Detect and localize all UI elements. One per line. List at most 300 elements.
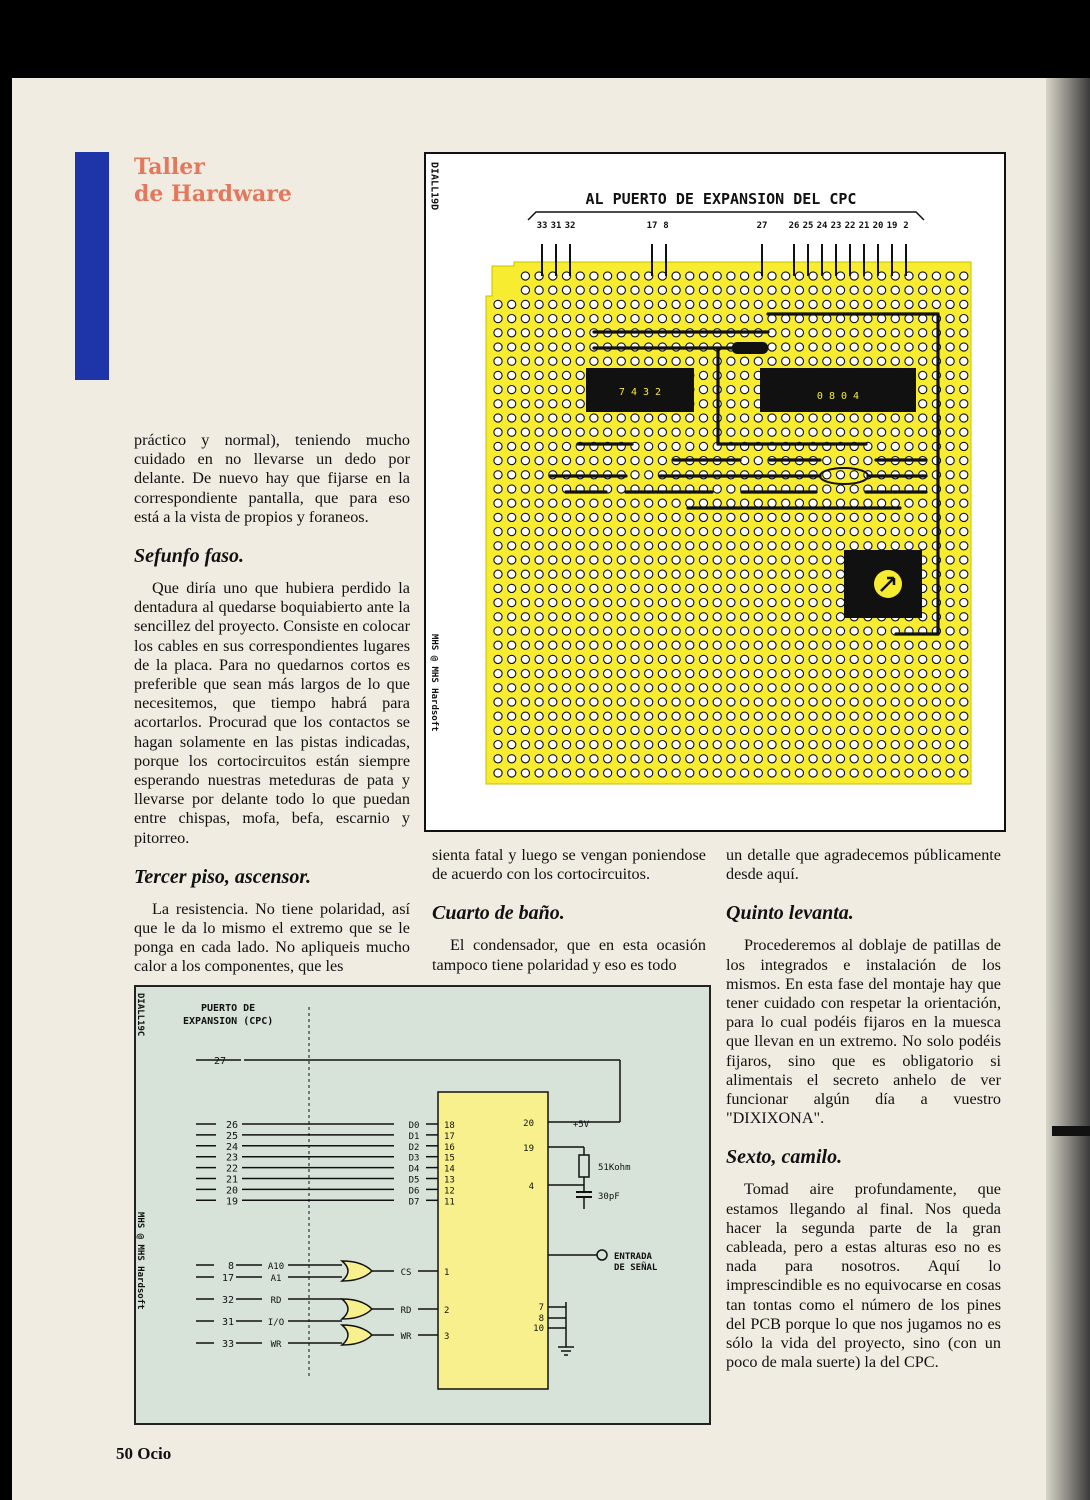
pcb-hole [631, 542, 639, 550]
pcb-hole [713, 613, 721, 621]
pcb-hole [508, 386, 516, 394]
pcb-hole [795, 343, 803, 351]
pcb-hole [713, 556, 721, 564]
pcb-hole [905, 741, 913, 749]
pcb-hole [713, 570, 721, 578]
pcb-hole [672, 300, 680, 308]
pcb-hole [686, 556, 694, 564]
pcb-hole [946, 400, 954, 408]
pcb-hole [782, 613, 790, 621]
data-line-label: D4 [408, 1164, 420, 1175]
pcb-hole [795, 613, 803, 621]
pcb-hole [836, 627, 844, 635]
pcb-hole [576, 570, 584, 578]
pcb-hole [782, 357, 790, 365]
pcb-hole [686, 712, 694, 720]
pcb-hole [686, 584, 694, 592]
section-title [134, 154, 292, 208]
pcb-hole [782, 414, 790, 422]
pcb-hole [782, 329, 790, 337]
pcb-hole [850, 329, 858, 337]
pcb-hole [521, 471, 529, 479]
pcb-hole [768, 684, 776, 692]
pcb-hole [905, 726, 913, 734]
pcb-hole [768, 513, 776, 521]
schematic-figure [134, 985, 711, 1425]
pcb-hole [823, 414, 831, 422]
pcb-hole [754, 556, 762, 564]
pcb-hole [562, 755, 570, 763]
pcb-hole [864, 627, 872, 635]
pcb-hole [754, 769, 762, 777]
pcb-hole [617, 641, 625, 649]
pcb-hole [905, 286, 913, 294]
pcb-hole [850, 485, 858, 493]
pcb-hole [521, 769, 529, 777]
pcb-hole [905, 499, 913, 507]
pcb-hole [535, 599, 543, 607]
pcb-hole [809, 513, 817, 521]
pcb-hole [946, 343, 954, 351]
pcb-hole [823, 272, 831, 280]
pcb-hole [672, 357, 680, 365]
pcb-hole [878, 641, 886, 649]
pcb-hole [850, 712, 858, 720]
pcb-hole [727, 400, 735, 408]
pcb-hole [713, 499, 721, 507]
pcb-pin-label: 31 [550, 221, 562, 231]
pcb-hole [713, 670, 721, 678]
pcb-hole [617, 769, 625, 777]
pcb-hole [549, 627, 557, 635]
pcb-hole [741, 741, 749, 749]
pcb-hole [658, 641, 666, 649]
pcb-hole [604, 627, 612, 635]
pcb-hole [741, 457, 749, 465]
pcb-hole [905, 428, 913, 436]
pcb-hole [617, 613, 625, 621]
pcb-hole [576, 542, 584, 550]
pcb-hole [727, 371, 735, 379]
pcb-hole [604, 272, 612, 280]
pcb-hole [562, 726, 570, 734]
pcb-hole [727, 499, 735, 507]
pcb-hole [604, 300, 612, 308]
pcb-hole [809, 528, 817, 536]
pcb-hole [864, 329, 872, 337]
pcb-hole [508, 471, 516, 479]
pcb-hole [494, 755, 502, 763]
pcb-hole [631, 584, 639, 592]
pcb-hole [795, 599, 803, 607]
ic-pin-number: 18 [444, 1121, 455, 1131]
pcb-hole [768, 755, 776, 763]
pcb-hole [672, 570, 680, 578]
pcb-hole [795, 286, 803, 294]
text-column-2 [432, 846, 706, 975]
pcb-hole [960, 272, 968, 280]
pcb-hole [795, 542, 803, 550]
pcb-hole [795, 556, 803, 564]
pcb-hole [645, 684, 653, 692]
pcb-hole [960, 599, 968, 607]
pcb-hole [850, 286, 858, 294]
pcb-hole [576, 769, 584, 777]
pcb-hole [768, 769, 776, 777]
pcb-hole [727, 542, 735, 550]
schematic-background [136, 987, 709, 1423]
pcb-hole [741, 428, 749, 436]
pcb-hole [741, 726, 749, 734]
pcb-hole [713, 513, 721, 521]
pcb-hole [795, 741, 803, 749]
pcb-hole [713, 741, 721, 749]
pcb-hole [535, 485, 543, 493]
address-line-label: RD [270, 1296, 282, 1306]
pcb-hole [713, 485, 721, 493]
schematic-diagram [136, 987, 709, 1423]
pcb-hole [713, 528, 721, 536]
pcb-hole [672, 272, 680, 280]
pcb-hole [658, 528, 666, 536]
pcb-hole [727, 513, 735, 521]
pcb-hole [823, 556, 831, 564]
pcb-hole [782, 599, 790, 607]
pcb-hole [891, 712, 899, 720]
pcb-hole [864, 414, 872, 422]
pcb-hole [645, 741, 653, 749]
pcb-hole [521, 641, 529, 649]
pcb-hole [604, 584, 612, 592]
pcb-hole [836, 769, 844, 777]
pcb-hole [604, 457, 612, 465]
pcb-hole [741, 599, 749, 607]
pcb-hole [604, 769, 612, 777]
pcb-hole [836, 741, 844, 749]
pcb-hole [960, 726, 968, 734]
pcb-hole [795, 755, 803, 763]
paragraph: Que diría uno que hubiera perdido la dentadura al quedarse boquiabierto ante la sencillez del proyecto. Consiste en colocar los cables en sus correspondientes lugares de la placa. Para no quedarnos cortos es preferible que sean más largos de lo que necesitemos, que tiempo habrá para acortarlos. Procurad que los contactos se hagan solamente en las pistas indicadas, porque los cortocircuitos están siempre esperando nuestras meteduras de pata y llevarse por delante todo lo que puedan entre chispas, mofa, befa, escarnio y pitorreo. [134, 579, 410, 847]
pcb-hole [946, 513, 954, 521]
pcb-hole [960, 428, 968, 436]
pcb-title-bracket [528, 212, 924, 220]
port-title-line1: PUERTO DE [201, 1003, 256, 1014]
pcb-hole [823, 769, 831, 777]
pcb-hole [795, 769, 803, 777]
pcb-hole [850, 315, 858, 323]
pcb-hole [727, 741, 735, 749]
pcb-hole [549, 684, 557, 692]
pcb-hole [919, 741, 927, 749]
pcb-hole [535, 698, 543, 706]
pcb-hole [645, 726, 653, 734]
pcb-pin-label: 8 [663, 221, 669, 231]
pcb-hole [823, 528, 831, 536]
pcb-hole [960, 613, 968, 621]
pcb-hole [521, 300, 529, 308]
pcb-hole [960, 315, 968, 323]
pcb-hole [658, 428, 666, 436]
pcb-hole [631, 726, 639, 734]
pcb-hole [713, 726, 721, 734]
address-line-label: WR [270, 1340, 282, 1350]
pcb-hole [549, 641, 557, 649]
section-color-bar [75, 152, 109, 380]
pcb-hole [768, 698, 776, 706]
pcb-hole [768, 726, 776, 734]
pcb-hole [836, 428, 844, 436]
pcb-hole [905, 528, 913, 536]
pcb-hole [836, 584, 844, 592]
pcb-hole [631, 457, 639, 465]
pcb-hole [590, 513, 598, 521]
pcb-hole [645, 499, 653, 507]
pcb-hole [508, 400, 516, 408]
pcb-hole [508, 499, 516, 507]
pcb-hole [590, 641, 598, 649]
pcb-hole [809, 542, 817, 550]
pcb-hole [850, 670, 858, 678]
pcb-hole [562, 428, 570, 436]
pcb-hole [946, 684, 954, 692]
pcb-hole [809, 627, 817, 635]
pcb-hole [658, 414, 666, 422]
pcb-hole [645, 471, 653, 479]
ic-pin-number: 4 [528, 1182, 534, 1192]
pcb-hole [727, 485, 735, 493]
pcb-hole [768, 315, 776, 323]
pcb-hole [713, 627, 721, 635]
pcb-hole [823, 286, 831, 294]
pcb-hole [932, 641, 940, 649]
pcb-hole [494, 698, 502, 706]
pcb-hole [549, 698, 557, 706]
pcb-hole [823, 599, 831, 607]
pcb-hole [508, 442, 516, 450]
pcb-hole [658, 513, 666, 521]
pcb-hole [891, 684, 899, 692]
pcb-hole [494, 741, 502, 749]
pcb-hole [782, 513, 790, 521]
pcb-hole [864, 655, 872, 663]
pcb-hole [521, 627, 529, 635]
pcb-hole [960, 457, 968, 465]
pcb-hole [549, 386, 557, 394]
pcb-hole [836, 698, 844, 706]
pcb-hole [549, 400, 557, 408]
pcb-hole [699, 712, 707, 720]
paragraph: La resistencia. No tiene polaridad, así que le da lo mismo el extremo que se le ponga en cada lado. No apliqueis mucho calor a los componentes, que les [134, 899, 410, 976]
pcb-hole [617, 357, 625, 365]
ic-0804-label: 0 8 0 4 [816, 391, 860, 402]
pcb-hole [878, 329, 886, 337]
pcb-hole [713, 698, 721, 706]
pcb-hole [741, 513, 749, 521]
pcb-hole [590, 627, 598, 635]
pcb-hole [562, 343, 570, 351]
pcb-hole [768, 655, 776, 663]
pcb-hole [823, 357, 831, 365]
pcb-hole [494, 599, 502, 607]
pcb-hole [946, 457, 954, 465]
pcb-hole [836, 570, 844, 578]
pcb-hole [891, 513, 899, 521]
pcb-hole [494, 485, 502, 493]
pcb-hole [658, 726, 666, 734]
pcb-hole [508, 655, 516, 663]
pcb-hole [754, 613, 762, 621]
pcb-hole [768, 599, 776, 607]
pcb-hole [508, 613, 516, 621]
pcb-hole [604, 726, 612, 734]
pcb-hole [823, 684, 831, 692]
pcb-hole [850, 698, 858, 706]
pcb-hole [686, 769, 694, 777]
pcb-hole [946, 286, 954, 294]
pcb-hole [494, 428, 502, 436]
pcb-hole [508, 414, 516, 422]
pcb-hole [686, 315, 694, 323]
pcb-hole [562, 556, 570, 564]
pcb-hole [823, 584, 831, 592]
figure-side-label-top: DIALL19D [428, 162, 440, 211]
pcb-pin-label: 27 [756, 221, 768, 231]
pcb-hole [960, 442, 968, 450]
pcb-hole [699, 741, 707, 749]
pcb-hole [686, 272, 694, 280]
pcb-hole [494, 442, 502, 450]
pcb-hole [672, 726, 680, 734]
pcb-hole [699, 584, 707, 592]
pcb-hole [960, 655, 968, 663]
subheading: Sexto, camilo. [726, 1146, 843, 1169]
pcb-hole [521, 386, 529, 394]
pcb-hole [946, 627, 954, 635]
pcb-hole [658, 698, 666, 706]
pcb-hole [960, 755, 968, 763]
pcb-hole [521, 755, 529, 763]
pcb-hole [535, 442, 543, 450]
address-line-label: A10 [267, 1262, 285, 1272]
pcb-hole [521, 272, 529, 280]
pcb-hole [795, 570, 803, 578]
pcb-hole [590, 755, 598, 763]
pcb-hole [946, 584, 954, 592]
pcb-hole [878, 499, 886, 507]
pcb-hole [741, 712, 749, 720]
pcb-hole [508, 528, 516, 536]
pcb-hole [699, 627, 707, 635]
pcb-hole [946, 371, 954, 379]
pcb-hole [741, 386, 749, 394]
pcb-hole [617, 584, 625, 592]
pcb-hole [891, 357, 899, 365]
pcb-hole [768, 641, 776, 649]
pcb-hole [960, 414, 968, 422]
pcb-hole [658, 570, 666, 578]
pcb-hole [604, 655, 612, 663]
pcb-hole [576, 684, 584, 692]
pcb-hole [878, 712, 886, 720]
page-edge-mark [1052, 1126, 1090, 1136]
pcb-hole [946, 556, 954, 564]
pcb-hole [809, 712, 817, 720]
subheading: Quinto levanta. [726, 902, 854, 925]
pcb-hole [809, 570, 817, 578]
pcb-hole [946, 329, 954, 337]
pcb-hole [782, 712, 790, 720]
pcb-hole [823, 300, 831, 308]
pcb-hole [768, 286, 776, 294]
pcb-hole [617, 755, 625, 763]
pcb-hole [576, 272, 584, 280]
pcb-hole [645, 542, 653, 550]
pcb-hole [946, 386, 954, 394]
pcb-hole [494, 570, 502, 578]
pcb-hole [946, 698, 954, 706]
ic-pin-number: 16 [444, 1142, 455, 1153]
pcb-hole [631, 769, 639, 777]
pcb-hole [521, 485, 529, 493]
pcb-hole [590, 428, 598, 436]
pcb-hole [645, 414, 653, 422]
pcb-hole [809, 655, 817, 663]
pcb-hole [960, 300, 968, 308]
pcb-hole [576, 741, 584, 749]
pcb-hole [658, 442, 666, 450]
pcb-hole [741, 414, 749, 422]
ic-pin-number: 8 [538, 1314, 544, 1324]
pcb-hole [617, 698, 625, 706]
pcb-hole [494, 457, 502, 465]
pcb-hole [535, 769, 543, 777]
pcb-hole [878, 655, 886, 663]
pcb-hole [535, 371, 543, 379]
pcb-hole [535, 386, 543, 394]
pcb-hole [562, 315, 570, 323]
pcb-hole [713, 286, 721, 294]
pcb-hole [699, 755, 707, 763]
pcb-hole [823, 499, 831, 507]
pcb-hole [946, 641, 954, 649]
pcb-hole [604, 698, 612, 706]
pcb-hole [494, 471, 502, 479]
pcb-hole [590, 542, 598, 550]
pcb-hole [795, 428, 803, 436]
pcb-hole [836, 357, 844, 365]
pcb-hole [932, 741, 940, 749]
pcb-hole [946, 726, 954, 734]
pcb-hole [672, 499, 680, 507]
pcb-hole [521, 684, 529, 692]
pcb-hole [754, 599, 762, 607]
pcb-hole [946, 499, 954, 507]
pcb-hole [672, 599, 680, 607]
pcb-pin-label: 21 [858, 221, 870, 231]
pcb-hole [960, 627, 968, 635]
pcb-hole [494, 627, 502, 635]
pcb-hole [809, 428, 817, 436]
pcb-hole [617, 428, 625, 436]
pcb-hole [590, 684, 598, 692]
pcb-hole [836, 513, 844, 521]
pcb-hole [823, 428, 831, 436]
pcb-hole [864, 698, 872, 706]
pcb-hole [508, 684, 516, 692]
pcb-hole [699, 570, 707, 578]
pcb-hole [658, 755, 666, 763]
pcb-hole [631, 741, 639, 749]
